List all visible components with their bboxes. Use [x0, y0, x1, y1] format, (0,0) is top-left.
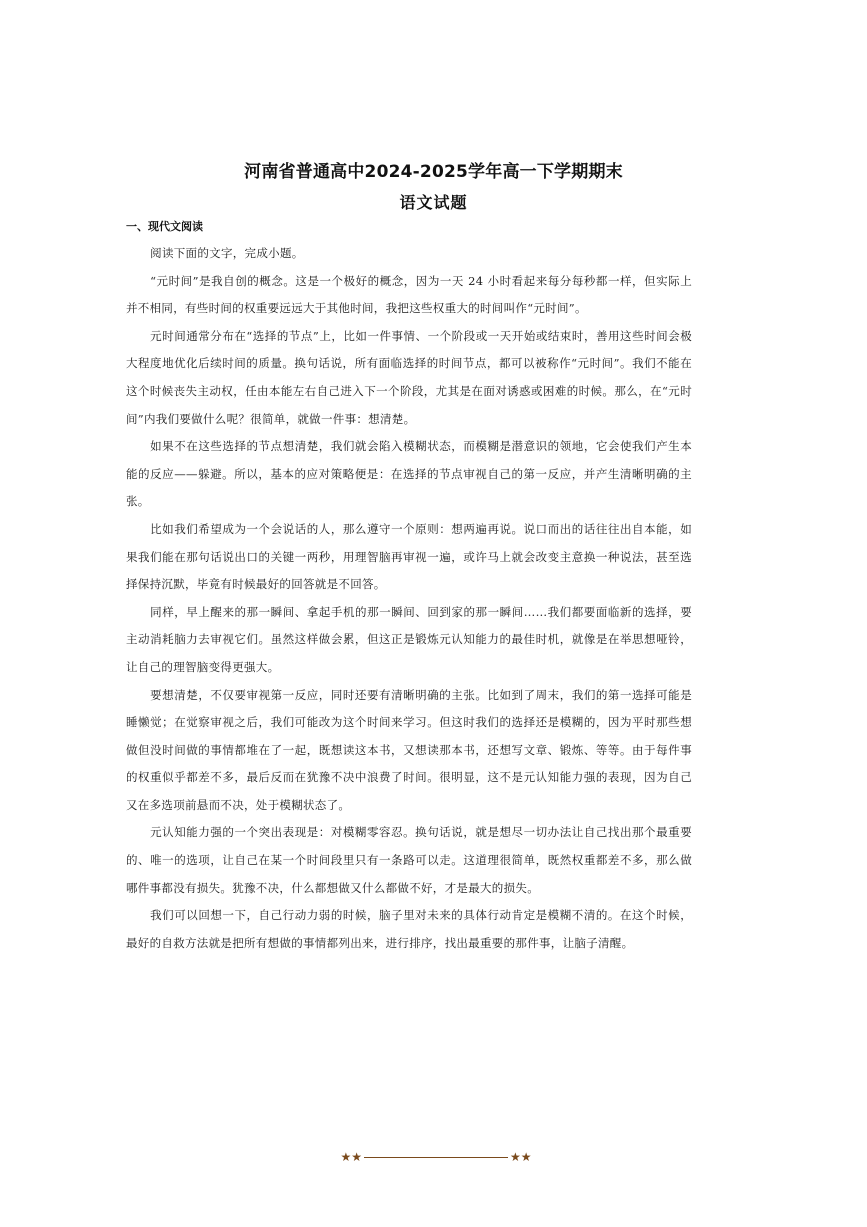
passage-paragraph: 如果不在这些选择的节点想清楚，我们就会陷入模糊状态，而模糊是潜意识的领地，它会使我们产生本能的反应——躲避。所以，基本的应对策略便是：在选择的节点审视自己的第一反应，并产生清晰明确的主张。 — [126, 439, 692, 509]
star-icon: ★★ — [510, 1150, 532, 1164]
passage-paragraph: 我们可以回想一下，自己行动力弱的时候，脑子里对未来的具体行动肯定是模糊不清的。在这个时候，最好的自救方法就是把所有想做的事情都列出来，进行排序，找出最重要的那件事，让脑子清醒。 — [126, 908, 692, 950]
document-title: 河南省普通高中2024-2025学年高一下学期期末 — [244, 162, 623, 182]
passage-paragraph: 要想清楚，不仅要审视第一反应，同时还要有清晰明确的主张。比如到了周末，我们的第一选择可能是睡懒觉；在觉察审视之后，我们可能改为这个时间来学习。但这时我们的选择还是模糊的，因为平时那些想做但没时间做的事情都堆在了一起，既想读这本书，又想读那本书，还想写文章、锻炼、等等。由于每件事的权重似乎都差不多，最后反而在犹豫不决中浪费了时间。很明显，这不是元认知能力强的表现，因为自己又在多选项前悬而不决，处于模糊状态了。 — [126, 687, 692, 812]
passage-paragraph: 比如我们希望成为一个会说话的人，那么遵守一个原则：想两遍再说。说口而出的话往往出自本能，如果我们能在那句话说出口的关键一两秒，用理智脑再审视一遍，或许马上就会改变主意换一种说法，甚至选择保持沉默，毕竟有时候最好的回答就是不回答。 — [126, 521, 692, 592]
instruction-paragraph: 阅读下面的文字，完成小题。 — [150, 246, 304, 260]
document-subtitle: 语文试题 — [399, 193, 468, 212]
passage-paragraph: 同样，早上醒来的那一瞬间、拿起手机的那一瞬间、回到家的那一瞬间……我们都要面临新的选择，要主动消耗脑力去审视它们。虽然这样做会累，但这正是锻炼元认知能力的最佳时机，就像是在举思想哑铃，让自己的理智脑变得更强大。 — [126, 604, 692, 674]
passage-paragraph: “元时间”是我自创的概念。这是一个极好的概念，因为一天 24 小时看起来每分每秒都一样，但实际上并不相同，有些时间的权重要远远大于其他时间，我把这些权重大的时间叫作“元时间”。 — [126, 273, 692, 316]
footer-divider — [364, 1157, 508, 1158]
reading-passage — [126, 240, 692, 957]
page-footer-ornament — [336, 1146, 536, 1168]
passage-paragraph: 元时间通常分布在“选择的节点”上，比如一件事情、一个阶段或一天开始或结束时，善用这些时间会极大程度地优化后续时间的质量。换句话说，所有面临选择的时间节点，都可以被称作“元时间”。我们不能在这个时候丧失主动权，任由本能左右自己进入下一个阶段，尤其是在面对诱惑或困难的时候。那么，在“元时间”内我们要做什么呢？很简单，就做一件事：想清楚。 — [126, 328, 692, 426]
passage-paragraph: 元认知能力强的一个突出表现是：对模糊零容忍。换句话说，就是想尽一切办法让自己找出那个最重要的、唯一的选项，让自己在某一个时间段里只有一条路可以走。这道理很简单，既然权重都差不多，那么做哪件事都没有损失。犹豫不决，什么都想做又什么都做不好，才是最大的损失。 — [126, 825, 692, 895]
star-icon: ★★ — [340, 1150, 362, 1164]
section-heading: 一、现代文阅读 — [126, 220, 203, 233]
